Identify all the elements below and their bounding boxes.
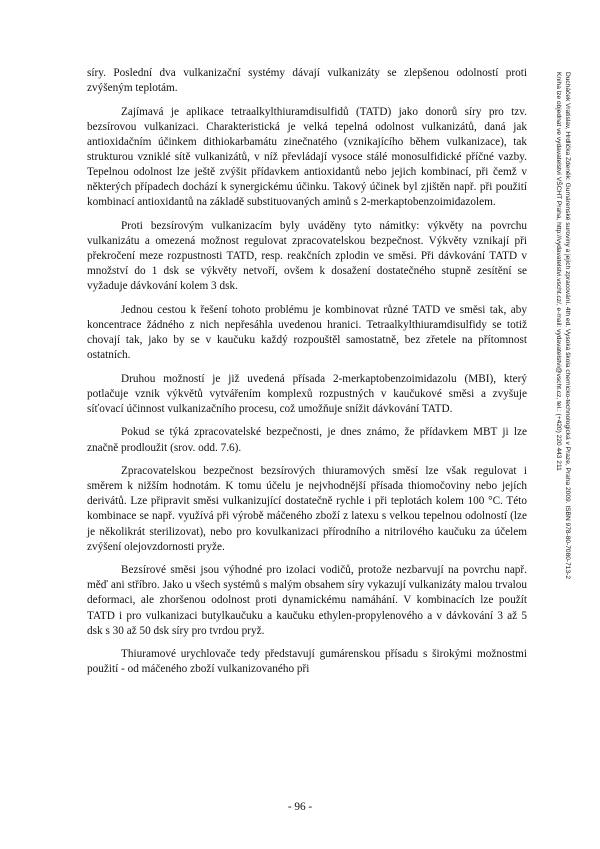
paragraph: síry. Poslední dva vulkanizační systémy dávají vulkanizáty se zlepšenou odolností proti zvýšeným teplotám.: [87, 67, 527, 95]
citation-line: Ducháček Vratislav, Hrdlička Zdeněk: Gumárenské suroviny a jejich zpracování. 4th ed. Vysoká škola chemicko-technologická v Praze, Praha 2009. ISBN 978-80-7080-713-2: [564, 72, 571, 579]
order-info-line: Kniha lze objednat ve vydavatelství VŠCHT Praha, http://vydavatelstvi.vscht.cz/, e-mail: vydavatelstvi@vscht.cz, tel.: (+420) 220 443 211: [555, 72, 562, 471]
paragraph: Bezsírové směsi jsou výhodné pro izolaci vodičů, protože nezbarvují na povrchu např. měď ani stříbro. Jako u všech systémů s malým obsahem síry vykazují vulkanizáty malou trvalou deformaci, ale zhoršenou odolnost proti dynamickému namáhání. V kombinacích lze použít TATD i pro vulkanizaci butylkaučuku a kaučuku ethylen-propylenového a v dávkování 3 až 5 dsk s 30 až 50 dsk síry pro tvrdou pryž.: [87, 564, 527, 637]
paragraph: Proti bezsírovým vulkanizacím byly uváděny tyto námitky: výkvěty na povrchu vulkanizátu a omezená možnost regulovat zpracovatelskou bezpečnost. Výkvěty vznikají při překročení meze rozpustnosti TATD, resp. reakčních zplodin ve směsi. Při dávkování TATD v množství do 1 dsk se výkvěty netvoří, ovšem k dosažení dostatečného stupně zesítění se vyžaduje dávkování kolem 3 dsk.: [87, 219, 527, 293]
paragraph: Zajímavá je aplikace tetraalkylthiuramdisulfidů (TATD) jako donorů síry pro tzv. bezsírovou vulkanizaci. Charakteristická je velká tepelná odolnost vulkanizátů, daná jak antioxidačním účinkem dithiokarbamátu zinečnatého (vznikajícího během vulkanizace), tak strukturou vzniklé sítě vulkanizátů, v níž převládají vysoce stálé monosulfidické příčné vazby. Tepelnou odolnost lze ještě zvýšit přídavkem antioxidantů nebo jejich kombinací, při čemž v některých případech dochází k synergickému účinku. Takový účinek byl zjištěn např. při použití kombinací antioxidantů na základě substituovaných aminů s 2-merkaptobenzoimidazolem.: [87, 105, 527, 209]
paragraph: Pokud se týká zpracovatelské bezpečnosti, je dnes známo, že přídavkem MBT ji lze značně prodloužit (srov. odd. 7.6).: [87, 426, 527, 454]
page-number: - 96 -: [287, 801, 313, 813]
body-text: [87, 66, 527, 686]
paragraph: Jednou cestou k řešení tohoto problému je kombinovat různé TATD ve směsi tak, aby koncentrace žádného z nich nepřesáhla uvedenou hranici. Tetraalkylthiuramdisulfidy se totiž chovají tak, jako by se v kaučuku každý rozpouštěl samostatně, bez zřetele na přítomnost ostatních.: [87, 303, 527, 362]
paragraph: Druhou možností je již uvedená přísada 2-merkaptobenzoimidazolu (MBI), který potlačuje vznik výkvětů vytvářením komplexů rozpustných v kaučukové směsi a zvyšuje síťovací účinnost vulkanizačního procesu, což umožňuje snížit dávkování TATD.: [87, 372, 527, 415]
paragraph: Zpracovatelskou bezpečnost bezsírových thiuramových směsí lze však regulovat i směrem k nižším hodnotám. K tomu účelu je nejvhodnější přísada thiomočoviny nebo jejích derivátů. Lze připravit směsi vulkanizující dostatečně rychle i při teplotách kolem 100 °C. Této kombinace se např. využívá při výrobě máčeného zboží z latexu s velkou tepelnou odolností (lze je několikrát sterilizovat), nebo pro kovulkanizaci přírodního a nitrilového kaučuku za účelem zvýšení olejovzdornosti pryže.: [87, 465, 527, 553]
paragraph: Thiuramové urychlovače tedy představují gumárenskou přísadu s širokými možnostmi použití - od máčeného zboží vulkanizovaného při: [87, 648, 527, 676]
